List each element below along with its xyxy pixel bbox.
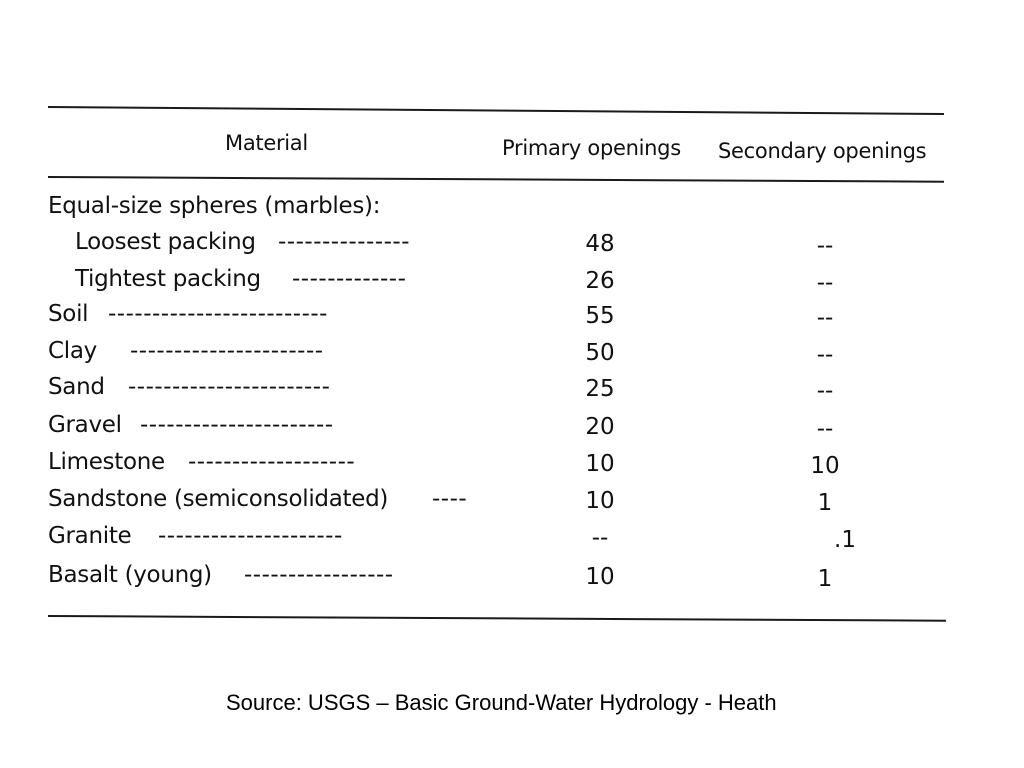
row-material: Limestone	[48, 449, 165, 475]
row-primary: 10	[585, 488, 615, 514]
row-leader: -------------	[292, 266, 407, 292]
table-row	[0, 338, 1024, 372]
table-top-rule	[48, 106, 944, 115]
table-row	[0, 562, 1024, 596]
table-row	[0, 301, 1024, 335]
row-leader: -------------------	[188, 449, 356, 475]
row-primary: 55	[585, 303, 615, 329]
row-leader: -----------------------	[128, 374, 331, 400]
row-material: Sand	[48, 374, 105, 400]
table-row	[0, 229, 1024, 263]
row-secondary: 10	[810, 453, 840, 479]
row-secondary: --	[816, 378, 834, 404]
group-label-equal-size-spheres: Equal-size spheres (marbles):	[48, 193, 381, 219]
row-leader: ----------------------	[140, 412, 334, 438]
row-primary: 50	[585, 340, 615, 366]
row-primary: 10	[585, 564, 615, 590]
row-primary: 26	[585, 268, 615, 294]
row-primary: --	[591, 525, 609, 551]
row-secondary: --	[816, 270, 834, 296]
row-material: Soil	[48, 301, 89, 327]
row-secondary: --	[816, 305, 834, 331]
row-material: Tightest packing	[75, 266, 261, 292]
row-leader: ----	[432, 486, 468, 512]
row-primary: 20	[585, 414, 615, 440]
table-row	[0, 523, 1024, 557]
row-primary: 48	[585, 231, 615, 257]
table-row	[0, 486, 1024, 520]
row-secondary: --	[816, 233, 834, 259]
row-material: Loosest packing	[75, 229, 256, 255]
row-leader: ----------------------	[130, 338, 324, 364]
row-secondary: --	[816, 342, 834, 368]
table-header-rule	[48, 176, 944, 183]
header-primary-openings: Primary openings	[502, 136, 681, 160]
table-bottom-rule	[48, 615, 946, 622]
header-material: Material	[225, 131, 308, 155]
row-secondary: 1	[817, 566, 833, 592]
row-material: Sandstone (semiconsolidated)	[48, 486, 389, 512]
row-secondary: --	[816, 416, 834, 442]
row-material: Basalt (young)	[48, 562, 212, 588]
row-material: Granite	[48, 523, 132, 549]
table-row	[0, 449, 1024, 483]
table-row	[0, 412, 1024, 446]
row-secondary: .1	[834, 527, 856, 553]
row-leader: -----------------	[244, 562, 394, 588]
table-row	[0, 374, 1024, 408]
row-primary: 25	[585, 376, 615, 402]
row-material: Clay	[48, 338, 97, 364]
row-leader: -------------------------	[108, 301, 328, 327]
row-material: Gravel	[48, 412, 122, 438]
table-row	[0, 266, 1024, 300]
row-secondary: 1	[817, 490, 833, 516]
header-secondary-openings: Secondary openings	[718, 139, 927, 163]
row-leader: ---------------------	[158, 523, 343, 549]
source-citation: Source: USGS – Basic Ground-Water Hydrology - Heath	[226, 690, 777, 715]
row-leader: ---------------	[278, 229, 410, 255]
row-primary: 10	[585, 451, 615, 477]
